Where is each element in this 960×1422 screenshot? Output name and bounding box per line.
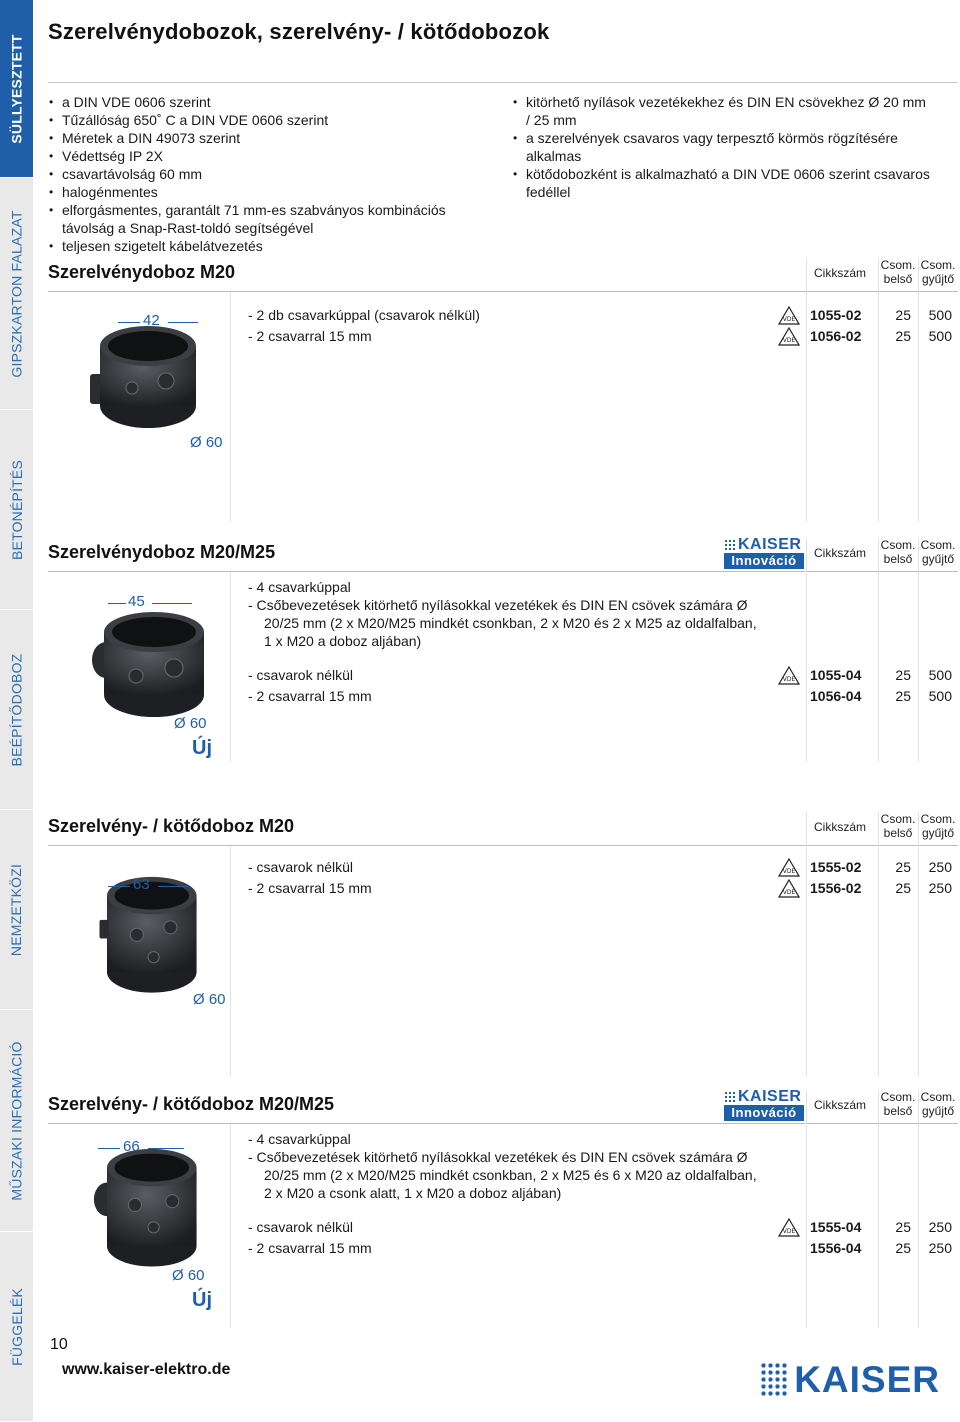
article-number: 1556-02 <box>810 880 862 896</box>
feature-item: • Védettség IP 2X <box>48 147 478 165</box>
product-row[interactable] <box>48 686 958 707</box>
dimension-line <box>152 603 192 604</box>
column-header-cikkszam: Cikkszám <box>813 266 866 280</box>
pack-inner: 25 <box>895 688 911 704</box>
column-separator <box>806 1090 807 1328</box>
product-row[interactable] <box>48 1238 958 1259</box>
depth-label: 63 <box>133 876 150 893</box>
product-section-1055-04 <box>48 535 958 762</box>
new-product-label: Új <box>192 1289 212 1311</box>
dimension-line <box>108 603 126 604</box>
svg-text:VDE: VDE <box>782 868 796 875</box>
section-header-rule <box>48 291 958 292</box>
variant-label: - csavarok nélkül <box>248 859 354 875</box>
svg-text:VDE: VDE <box>782 316 796 323</box>
section-title: Szerelvény- / kötődoboz M20/M25 <box>48 1094 335 1114</box>
sidebar-nav <box>0 0 33 1422</box>
feature-item: • Tűzállóság 650˚ C a DIN VDE 0606 szerint <box>48 111 478 129</box>
article-number: 1055-02 <box>810 307 862 323</box>
svg-text:VDE: VDE <box>782 676 796 683</box>
pack-outer: 250 <box>928 859 952 875</box>
svg-text:VDE: VDE <box>782 337 796 344</box>
kaiser-logo-icon <box>724 1091 736 1103</box>
column-separator <box>806 812 807 1076</box>
variant-label: - csavarok nélkül <box>248 1219 354 1235</box>
sidebar-tab-beepitodoboz[interactable]: BEÉPÍTŐDOBOZ <box>0 610 33 810</box>
diameter-label: Ø 60 <box>190 434 223 451</box>
column-separator <box>806 538 807 762</box>
vde-mark-icon <box>778 306 800 325</box>
section-header <box>48 258 958 292</box>
sidebar-tab-nemzetkozi[interactable]: NEMZETKÖZI <box>0 810 33 1010</box>
pack-outer: 250 <box>928 1240 952 1256</box>
column-header-csom-belso: Csom. belső <box>880 812 916 840</box>
section-title: Szerelvénydoboz M20 <box>48 262 236 282</box>
article-number: 1556-04 <box>810 1240 862 1256</box>
column-header-csom-gyujto: Csom. gyűjtő <box>920 258 956 286</box>
pack-inner: 25 <box>895 307 911 323</box>
section-header <box>48 812 958 846</box>
product-description: - 4 csavarkúppal - Csőbevezetések kitörhető nyílásokkal vezetékek és DIN EN csövek számára Ø 20/25 mm (2 x M20/M25 mindkét csonkban, 2 x M25 és 6 x M20 az oldalfalban, 2 x M20 a csonk alatt, 1 x M20 a doboz aljában) <box>248 1131 757 1201</box>
variant-label: - 2 csavarral 15 mm <box>248 880 372 896</box>
feature-item: • csavartávolság 60 mm <box>48 165 478 183</box>
website-link[interactable]: www.kaiser-elektro.de <box>62 1361 231 1378</box>
product-image-flush-box <box>76 590 221 730</box>
kaiser-innovacio-badge: KAISER Innováció <box>724 1088 804 1122</box>
product-row[interactable] <box>48 305 958 326</box>
product-section-1555-04 <box>48 1087 958 1328</box>
feature-item: • a DIN VDE 0606 szerint <box>48 93 478 111</box>
product-description: - 4 csavarkúppal - Csőbevezetések kitörhető nyílásokkal vezetékek és DIN EN csövek számára Ø 20/25 mm (2 x M20/M25 mindkét csonkban, 2 x M20 és 2 x M25 az oldalfalban, 1 x M20 a doboz aljában) <box>248 579 757 649</box>
column-separator <box>918 258 919 522</box>
diameter-label: Ø 60 <box>172 1267 205 1284</box>
feature-list-right <box>512 93 932 201</box>
column-separator <box>878 1090 879 1328</box>
dimension-line <box>98 1148 120 1149</box>
page-number: 10 <box>50 1336 68 1353</box>
column-separator <box>918 812 919 1076</box>
variant-label: - 2 csavarral 15 mm <box>248 1240 372 1256</box>
column-separator <box>878 258 879 522</box>
sidebar-tab-gipszkarton[interactable]: GIPSZKARTON FALAZAT <box>0 178 33 410</box>
product-section-1055-02 <box>48 258 958 522</box>
vde-mark-icon <box>778 327 800 346</box>
sidebar-tab-betonepites[interactable]: BETONÉPÍTÉS <box>0 410 33 610</box>
pack-inner: 25 <box>895 328 911 344</box>
pack-inner: 25 <box>895 1219 911 1235</box>
column-separator <box>878 812 879 1076</box>
column-separator <box>918 1090 919 1328</box>
column-header-csom-gyujto: Csom. gyűjtő <box>920 1090 956 1118</box>
pack-outer: 250 <box>928 1219 952 1235</box>
variant-label: - 2 csavarral 15 mm <box>248 688 372 704</box>
feature-list-left <box>48 93 478 255</box>
column-header-csom-belso: Csom. belső <box>880 538 916 566</box>
pack-inner: 25 <box>895 859 911 875</box>
product-row[interactable] <box>48 857 958 878</box>
kaiser-innovacio-badge: KAISER Innováció <box>724 536 804 570</box>
column-header-cikkszam: Cikkszám <box>813 1098 866 1112</box>
product-section-1555-02 <box>48 812 958 1076</box>
section-header-rule <box>48 571 958 572</box>
section-title: Szerelvény- / kötődoboz M20 <box>48 816 295 836</box>
product-row[interactable] <box>48 665 958 686</box>
feature-item: • kötődobozként is alkalmazható a DIN VDE 0606 szerint csavaros fedéllel <box>512 165 932 201</box>
page-title: Szerelvénydobozok, szerelvény- / kötődobozok <box>48 19 550 44</box>
sidebar-tab-muszaki-informacio[interactable]: MŰSZAKI INFORMÁCIÓ <box>0 1010 33 1232</box>
feature-item: • halogénmentes <box>48 183 478 201</box>
pack-outer: 250 <box>928 880 952 896</box>
column-separator <box>806 258 807 522</box>
variant-label: - 2 csavarral 15 mm <box>248 328 372 344</box>
pack-outer: 500 <box>928 328 952 344</box>
depth-label: 45 <box>128 593 145 610</box>
svg-text:VDE: VDE <box>782 889 796 896</box>
diameter-label: Ø 60 <box>193 991 226 1008</box>
vde-mark-icon <box>778 666 800 685</box>
depth-label: 66 <box>123 1138 140 1155</box>
variant-label: - csavarok nélkül <box>248 667 354 683</box>
vde-mark-icon <box>778 858 800 877</box>
depth-label: 42 <box>143 312 160 329</box>
pack-inner: 25 <box>895 880 911 896</box>
dimension-line <box>148 1148 184 1149</box>
diameter-label: Ø 60 <box>174 715 207 732</box>
sidebar-tab-fuggelek[interactable]: FÜGGELÉK <box>0 1232 33 1422</box>
vde-mark-icon <box>778 879 800 898</box>
pack-inner: 25 <box>895 667 911 683</box>
product-row[interactable] <box>48 1217 958 1238</box>
feature-item: • elforgásmentes, garantált 71 mm-es szabványos kombinációs távolság a Snap-Rast-toldó segítségével <box>48 201 478 237</box>
new-product-label: Új <box>192 737 212 759</box>
product-row[interactable] <box>48 326 958 347</box>
feature-item: • a szerelvények csavaros vagy terpesztő körmös rögzítésére alkalmas <box>512 129 932 165</box>
column-header-csom-gyujto: Csom. gyűjtő <box>920 538 956 566</box>
article-number: 1056-02 <box>810 328 862 344</box>
column-separator <box>918 538 919 762</box>
vde-mark-icon <box>778 1218 800 1237</box>
column-header-csom-belso: Csom. belső <box>880 1090 916 1118</box>
column-separator <box>878 538 879 762</box>
pack-outer: 500 <box>928 307 952 323</box>
pack-outer: 500 <box>928 667 952 683</box>
kaiser-logo: KAISER <box>760 1360 940 1400</box>
svg-text:VDE: VDE <box>782 1228 796 1235</box>
article-number: 1055-04 <box>810 667 862 683</box>
article-number: 1555-04 <box>810 1219 862 1235</box>
article-number: 1056-04 <box>810 688 862 704</box>
section-header <box>48 535 958 572</box>
section-header-rule <box>48 845 958 846</box>
section-header <box>48 1087 958 1124</box>
pack-inner: 25 <box>895 1240 911 1256</box>
feature-item: • kitörhető nyílások vezetékekhez és DIN EN csövekhez Ø 20 mm / 25 mm <box>512 93 932 129</box>
kaiser-logo-icon <box>760 1362 788 1398</box>
feature-item: • Méretek a DIN 49073 szerint <box>48 129 478 147</box>
feature-item: • teljesen szigetelt kábelátvezetés <box>48 237 478 255</box>
section-header-rule <box>48 1123 958 1124</box>
kaiser-logo-icon <box>724 539 736 551</box>
variant-label: - 2 db csavarkúppal (csavarok nélkül) <box>248 307 480 323</box>
column-header-cikkszam: Cikkszám <box>813 820 866 834</box>
pack-outer: 500 <box>928 688 952 704</box>
article-number: 1555-02 <box>810 859 862 875</box>
column-header-cikkszam: Cikkszám <box>813 546 866 560</box>
column-header-csom-gyujto: Csom. gyűjtő <box>920 812 956 840</box>
title-divider <box>48 82 958 83</box>
column-header-csom-belso: Csom. belső <box>880 258 916 286</box>
product-row[interactable] <box>48 878 958 899</box>
section-title: Szerelvénydoboz M20/M25 <box>48 542 276 562</box>
sidebar-tab-sullyesztett[interactable]: SÜLLYESZTETT <box>0 0 33 178</box>
